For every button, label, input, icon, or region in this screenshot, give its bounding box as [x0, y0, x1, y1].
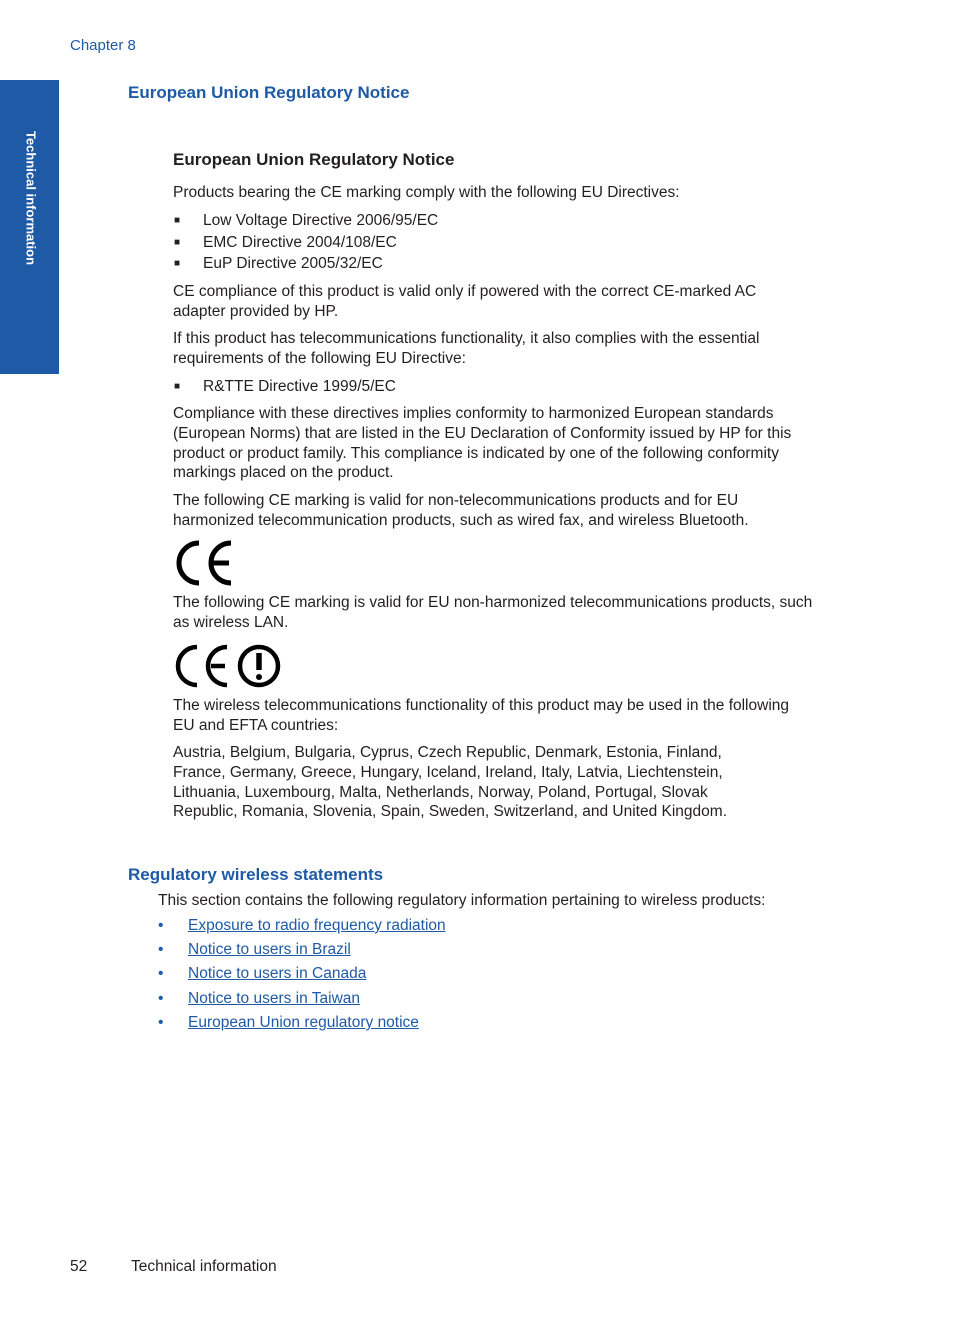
section-heading-wireless: Regulatory wireless statements: [128, 865, 384, 884]
bullet-icon: •: [158, 990, 164, 1007]
wireless-use-paragraph: The wireless telecommunications functionality of this product may be used in the following EU and EFTA countries:: [173, 697, 790, 734]
side-tab-label: Technical information: [23, 130, 39, 266]
ce-valid-paragraph-2: The following CE marking is valid for EU non-harmonized telecommunications products, such as wireless LAN.: [173, 594, 813, 631]
bullet-icon: •: [158, 965, 164, 982]
square-bullet-icon: ■: [174, 258, 181, 269]
link-eu-notice[interactable]: European Union regulatory notice: [188, 1014, 419, 1031]
page-number: 52: [70, 1258, 88, 1275]
intro-paragraph: Products bearing the CE marking comply with the following EU Directives:: [173, 184, 680, 201]
ce-compliance-paragraph: CE compliance of this product is valid only if powered with the correct CE-marked AC adapter provided by HP.: [173, 283, 757, 320]
subheading-eu: European Union Regulatory Notice: [173, 150, 455, 169]
bullet-icon: •: [158, 1014, 164, 1031]
list-item-text: R&TTE Directive 1999/5/EC: [203, 378, 396, 395]
footer-section-label: Technical information: [131, 1258, 277, 1275]
square-bullet-icon: ■: [174, 215, 181, 226]
list-item-text: Low Voltage Directive 2006/95/EC: [203, 212, 439, 229]
list-item-text: EuP Directive 2005/32/EC: [203, 255, 383, 272]
ce-valid-paragraph-1: The following CE marking is valid for non-telecommunications products and for EU harmonized telecommunication products, such as wired fax, and wireless Bluetooth.: [173, 492, 749, 529]
bullet-icon: •: [158, 941, 164, 958]
link-radio-exposure[interactable]: Exposure to radio frequency radiation: [188, 917, 446, 934]
telecom-paragraph: If this product has telecommunications functionality, it also complies with the essential requirements of the following EU Directive:: [173, 330, 760, 367]
ce-mark-icon: [173, 540, 237, 586]
wireless-intro-paragraph: This section contains the following regulatory information pertaining to wireless products:: [158, 892, 766, 909]
section-heading-eu: European Union Regulatory Notice: [128, 83, 410, 102]
countries-paragraph: Austria, Belgium, Bulgaria, Cyprus, Czech Republic, Denmark, Estonia, Finland, France, Germany, Greece, Hungary, Iceland, Ireland, Italy, Latvia, Liechtenstein, Lithuania, Luxembourg, Malta, Netherlands, Norway, Poland, Portugal, Slovak Republic, Romania, Slovenia, Spain, Sweden, Switzerland, and United Kingdom.: [173, 744, 728, 821]
conformity-paragraph: Compliance with these directives implies conformity to harmonized European standards (European Norms) that are listed in the EU Declaration of Conformity issued by HP for this product or product family. This compliance is indicated by one of the following conformity markings placed on the product.: [173, 405, 792, 482]
link-brazil[interactable]: Notice to users in Brazil: [188, 941, 351, 958]
chapter-label: Chapter 8: [70, 37, 136, 54]
side-tab: [0, 80, 59, 374]
ce-alert-mark-icon: [173, 643, 283, 689]
square-bullet-icon: ■: [174, 237, 181, 248]
list-item-text: EMC Directive 2004/108/EC: [203, 234, 397, 251]
bullet-icon: •: [158, 917, 164, 934]
square-bullet-icon: ■: [174, 381, 181, 392]
link-taiwan[interactable]: Notice to users in Taiwan: [188, 990, 361, 1007]
link-canada[interactable]: Notice to users in Canada: [188, 965, 367, 982]
